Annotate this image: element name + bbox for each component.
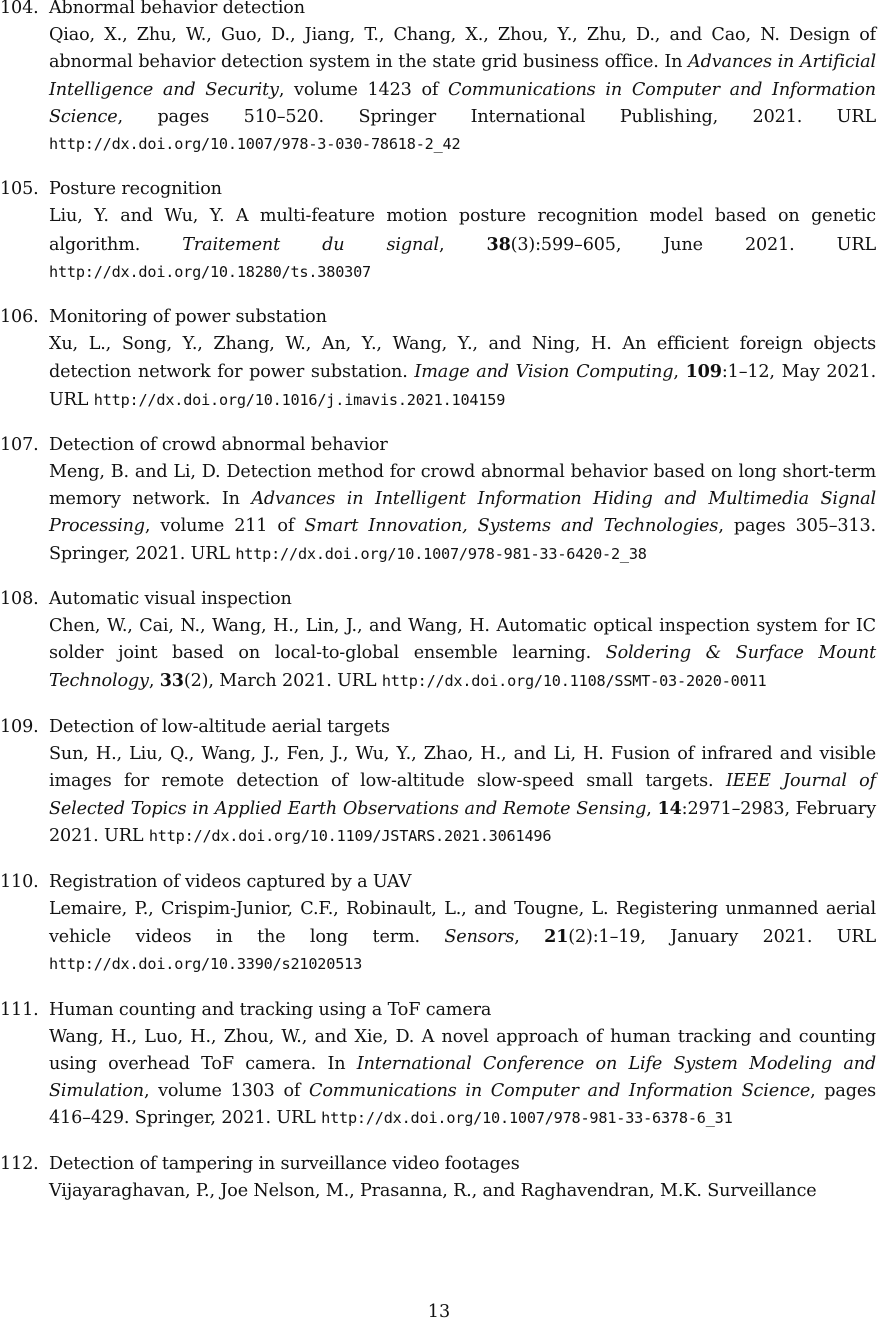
citation-text: , volume 1423 of	[278, 79, 449, 100]
citation-url-link[interactable]: http://dx.doi.org/10.18280/ts.380307	[49, 262, 371, 281]
reference-number: 109.	[0, 716, 39, 737]
reference-topic: Registration of videos captured by a UAV	[49, 871, 412, 892]
citation-text: ,	[673, 362, 686, 383]
citation-text: ,	[646, 799, 658, 820]
citation-text: Liu, Y. and Wu, Y. A multi-feature motion posture recognition model based on genetic algorithm.	[49, 206, 876, 255]
reference-topic: Human counting and tracking using a ToF camera	[49, 999, 492, 1020]
citation-text: Wang, H., Luo, H., Zhou, W., and Xie, D. A novel approach of human tracking and counting using overhead ToF camera. In	[49, 1026, 876, 1074]
citation-text: (2):1–19, January 2021. URL	[568, 927, 877, 948]
citation-text: , volume 1303 of	[143, 1081, 310, 1102]
citation-volume: 109	[685, 361, 722, 383]
citation-text: Xu, L., Song, Y., Zhang, W., An, Y., Wang, Y., and Ning, H. An efficient foreign objects detection network for power substation.	[49, 334, 876, 383]
reference-entry	[0, 304, 876, 414]
citation-text: , pages 305–313. Springer, 2021. URL	[49, 516, 876, 564]
reference-number: 112.	[0, 1153, 39, 1174]
citation-text: , volume 211 of	[144, 516, 305, 537]
citation-venue: Sensors	[444, 927, 515, 948]
reference-citation	[49, 1024, 876, 1133]
reference-number: 104.	[0, 0, 39, 18]
citation-text: ,	[438, 234, 487, 255]
reference-entry	[0, 997, 876, 1133]
citation-url-link[interactable]: http://dx.doi.org/10.1108/SSMT-03-2020-0011	[381, 672, 767, 691]
reference-topic: Automatic visual inspection	[49, 588, 292, 609]
reference-citation	[49, 613, 876, 696]
citation-volume: 14	[657, 798, 682, 820]
reference-entry	[0, 869, 876, 979]
citation-venue: IEEE Journal of Selected Topics in Applied Earth Observations and Remote Sensing	[49, 771, 876, 820]
reference-citation	[49, 331, 876, 414]
reference-citation	[49, 203, 876, 286]
reference-number: 105.	[0, 179, 39, 200]
citation-text: Lemaire, P., Crispim-Junior, C.F., Robinault, L., and Tougne, L. Registering unmanned aerial vehicle videos in the long term.	[49, 898, 876, 948]
reference-topic: Posture recognition	[49, 179, 222, 200]
citation-text: , pages 416–429. Springer, 2021. URL	[49, 1081, 877, 1129]
citation-volume: 33	[159, 670, 184, 692]
citation-url-link[interactable]: http://dx.doi.org/10.1109/JSTARS.2021.3061496	[148, 827, 552, 846]
reference-citation	[49, 22, 876, 158]
reference-entry	[0, 176, 876, 286]
citation-volume: 21	[544, 926, 569, 948]
reference-citation	[49, 741, 876, 851]
citation-text: ,	[514, 927, 545, 948]
reference-entry	[0, 586, 876, 696]
citation-venue: Advances in Artificial Intelligence and Security	[49, 52, 876, 100]
reference-entry	[0, 432, 876, 568]
citation-venue: Image and Vision Computing	[414, 362, 674, 383]
citation-volume: 38	[486, 233, 511, 255]
reference-topic: Abnormal behavior detection	[49, 0, 305, 18]
reference-entry	[0, 0, 876, 158]
reference-citation	[49, 896, 876, 979]
citation-url-link[interactable]: http://dx.doi.org/10.1007/978-981-33-6420-2_38	[235, 544, 647, 563]
citation-url-link[interactable]: http://dx.doi.org/10.1007/978-981-33-6378-6_31	[321, 1109, 733, 1128]
reference-topic: Detection of low-altitude aerial targets	[49, 716, 390, 737]
citation-venue: Communications in Computer and Information Science	[49, 79, 876, 127]
reference-entry	[0, 714, 876, 851]
page-number: 13	[427, 1302, 451, 1322]
citation-text: :1–12, May 2021. URL	[49, 362, 877, 410]
reference-citation	[49, 459, 876, 568]
citation-venue: Communications in Computer and Information Science	[309, 1081, 811, 1102]
citation-url-link[interactable]: http://dx.doi.org/10.1016/j.imavis.2021.104159	[93, 390, 506, 409]
citation-url-link[interactable]: http://dx.doi.org/10.1007/978-3-030-78618-2_42	[49, 135, 461, 154]
citation-text: (3):599–605, June 2021. URL	[510, 234, 876, 255]
reference-entry	[0, 1151, 876, 1205]
citation-url-link[interactable]: http://dx.doi.org/10.3390/s21020513	[49, 955, 363, 974]
citation-text: Meng, B. and Li, D. Detection method for crowd abnormal behavior based on long short-term memory network. In	[49, 462, 876, 510]
reference-topic: Detection of tampering in surveillance video footages	[49, 1153, 520, 1174]
reference-number: 106.	[0, 307, 39, 328]
citation-venue: Traitement du signal	[182, 234, 439, 255]
citation-text: ,	[148, 671, 160, 692]
reference-number: 110.	[0, 871, 39, 892]
citation-venue: International Conference on Life System Modeling and Simulation	[49, 1053, 876, 1102]
reference-topic: Detection of crowd abnormal behavior	[49, 434, 388, 455]
citation-text: , pages 510–520. Springer International Publishing, 2021. URL	[117, 106, 876, 127]
reference-number: 111.	[0, 999, 39, 1020]
reference-number: 107.	[0, 434, 39, 455]
citation-venue: Smart Innovation, Systems and Technologies	[304, 516, 719, 537]
reference-number: 108.	[0, 588, 39, 609]
citation-text: Qiao, X., Zhu, W., Guo, D., Jiang, T., Chang, X., Zhou, Y., Zhu, D., and Cao, N. Design of abnormal behavior detection system in the state grid business office. In	[49, 25, 876, 73]
citation-text: (2), March 2021. URL	[183, 671, 382, 692]
citation-text: Chen, W., Cai, N., Wang, H., Lin, J., and Wang, H. Automatic optical inspection system for IC solder joint based on local-to-global ensemble learning.	[49, 616, 876, 664]
reference-citation	[49, 1178, 876, 1205]
citation-text: Vijayaraghavan, P., Joe Nelson, M., Prasanna, R., and Raghavendran, M.K. Surveillance	[49, 1180, 817, 1201]
citation-venue: Advances in Intelligent Information Hiding and Multimedia Signal Processing	[49, 489, 877, 537]
citation-text: :2971–2983, February 2021. URL	[49, 799, 876, 847]
citation-text: Sun, H., Liu, Q., Wang, J., Fen, J., Wu, Y., Zhao, H., and Li, H. Fusion of infrared and visible images for remote detection of low-altitude slow-speed small targets.	[49, 743, 876, 792]
reference-topic: Monitoring of power substation	[49, 307, 327, 328]
citation-venue: Soldering & Surface Mount Technology	[49, 643, 876, 692]
